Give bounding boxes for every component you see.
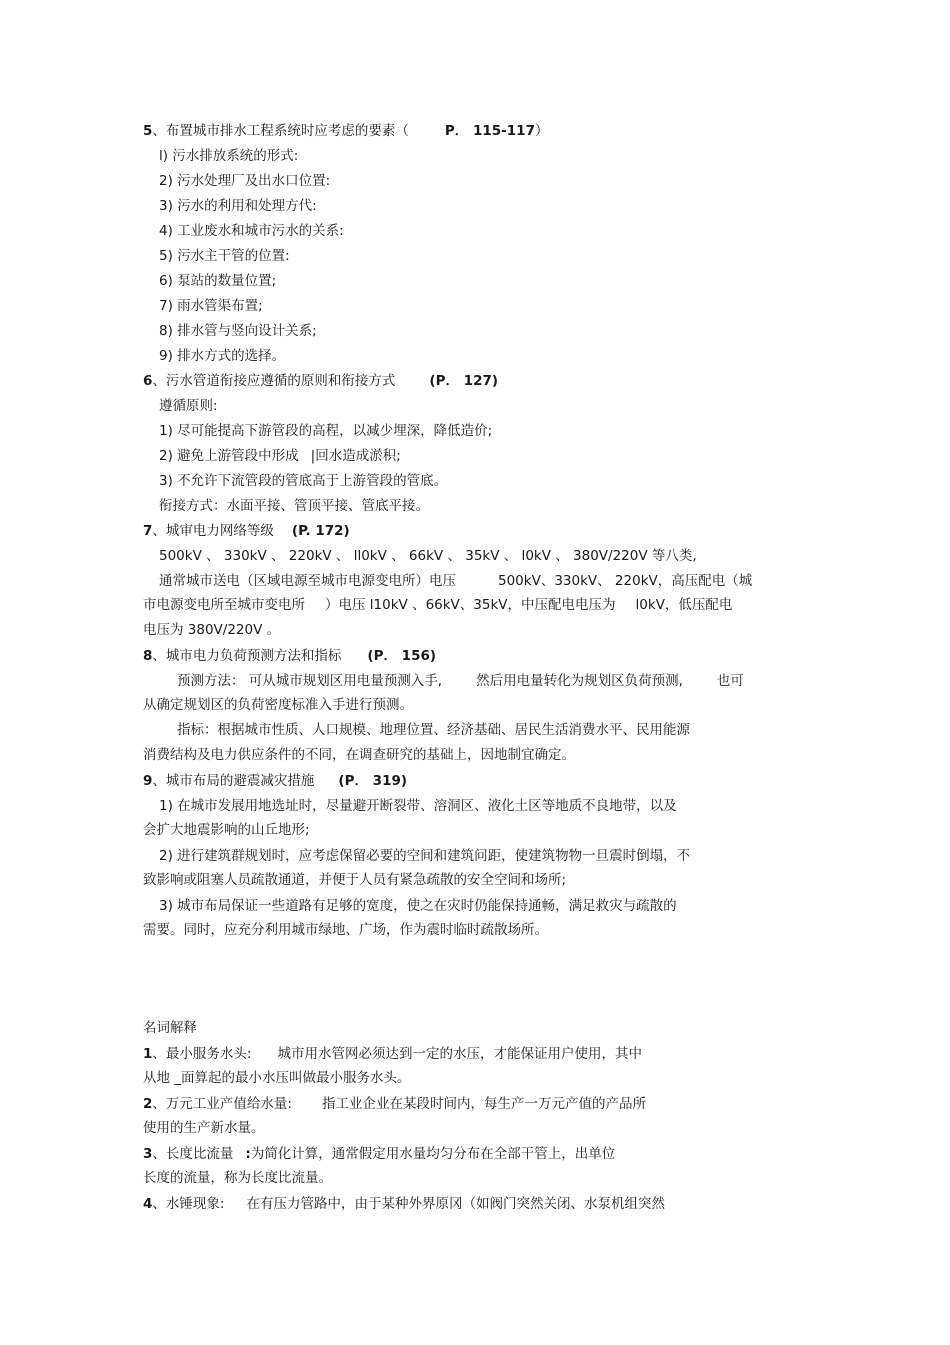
list-item: 9) 排水方式的选择。 — [159, 348, 286, 364]
list-item: 8) 排水管与竖向设计关系; — [159, 323, 317, 339]
paragraph-line: 1) 在城市发展用地选址时，尽量避开断裂带、溶洞区、液化土区等地质不良地带，以及 — [159, 798, 677, 814]
paragraph-line: 市电源变电所至城市变电所 ）电压 l10kV 、66kV、35kV，中压配电电压为 l0kV，低压配电 — [143, 597, 733, 613]
list-item: 7) 雨水管渠布置; — [159, 298, 263, 314]
paragraph-line: 3) 城市布局保证一些道路有足够的宽度，使之在灾时仍能保持通畅，满足救灾与疏散的 — [159, 898, 677, 914]
section-7-heading: 7、城审电力网络等级 (P. 172) — [143, 523, 350, 539]
list-item: 2) 避免上游管段中形成 |回水造成淤积; — [159, 448, 401, 464]
paragraph-line: 需要。同时，应充分利用城市绿地、广场，作为震时临时疏散场所。 — [143, 922, 548, 938]
paragraph-line: 消费结构及电力供应条件的不同，在调查研究的基础上，因地制宜确定。 — [143, 747, 575, 763]
list-item: 2) 污水处理厂及出水口位置: — [159, 173, 331, 189]
term-1: 1、最小服务水头: 城市用水管网必须达到一定的水压，才能保证用户使用，其中 — [143, 1046, 642, 1062]
term-3-cont: 长度的流量，称为长度比流量。 — [143, 1170, 332, 1186]
paragraph-line: 通常城市送电（区域电源至城市电源变电所）电压 500kV、330kV、 220kV，高压配电（城 — [159, 573, 753, 589]
section-8-heading: 8、城市电力负荷预测方法和指标 (P． 156) — [143, 648, 437, 664]
list-item: 1) 尽可能提高下游管段的高程，以减少埋深，降低造价; — [159, 423, 493, 439]
list-item: 5) 污水主干管的位置: — [159, 248, 290, 264]
paragraph-line: 指标：根据城市性质、人口规模、地理位置、经济基础、居民生活消费水平、民用能源 — [177, 722, 690, 738]
list-item: 3) 污水的利用和处理方代: — [159, 198, 317, 214]
paragraph-line: 从确定规划区的负荷密度标准入手进行预测。 — [143, 697, 413, 713]
paragraph-line: 致影响或阻塞人员疏散通道，并便于人员有紧急疏散的安全空间和场所; — [143, 872, 567, 888]
section-9-heading: 9、城市布局的避震减灾措施 (P． 319) — [143, 773, 408, 789]
list-item: 4) 工业废水和城市污水的关系: — [159, 223, 344, 239]
paragraph-line: 2) 进行建筑群规划时，应考虑保留必要的空间和建筑问距，使建筑物物一旦震时倒塌，不 — [159, 848, 691, 864]
methods-line: 衔接方式：水面平接、管顶平接、管底平接。 — [159, 498, 429, 514]
section-5-heading: 5、布置城市排水工程系统时应考虑的要素（ P． 115-117） — [143, 123, 549, 139]
term-1-cont: 从地 _面算起的最小水压叫做最小服务水头。 — [143, 1070, 411, 1086]
paragraph-line: 预测方法： 可从城市规划区用电量预测入手, 然后用电量转化为规划区负荷预测, 也可 — [177, 673, 744, 689]
term-4: 4、水锤现象: 在有压力管路中，由于某种外界原冈（如阀门突然关闭、水泵机组突然 — [143, 1196, 665, 1212]
term-2: 2、万元工业产值给水量: 指工业企业在某段时间内，每生产一万元产值的产品所 — [143, 1096, 646, 1112]
terms-heading: 名词解释 — [143, 1020, 197, 1036]
paragraph-line: 会扩大地震影响的山丘地形; — [143, 822, 310, 838]
section-6-heading: 6、污水管道衔接应遵循的原则和衔接方式 (P． 127) — [143, 373, 499, 389]
list-item: 6) 泵站的数量位置; — [159, 273, 277, 289]
term-2-cont: 使用的生产新水量。 — [143, 1120, 265, 1136]
term-3: 3、长度比流量 :为简化计算，通常假定用水量均匀分布在全部干管上，出单位 — [143, 1146, 616, 1162]
list-item: l) 污水排放系统的形式: — [159, 148, 299, 164]
grades-line: 500kV 、 330kV 、 220kV 、 ll0kV 、 66kV 、 35kV 、 l0kV 、 380V/220V 等八类, — [159, 548, 697, 564]
paragraph-line: 电压为 380V/220V 。 — [143, 622, 281, 638]
principles-label: 遵循原则: — [159, 398, 218, 414]
list-item: 3) 不允许下流管段的管底高于上游管段的管底。 — [159, 473, 448, 489]
